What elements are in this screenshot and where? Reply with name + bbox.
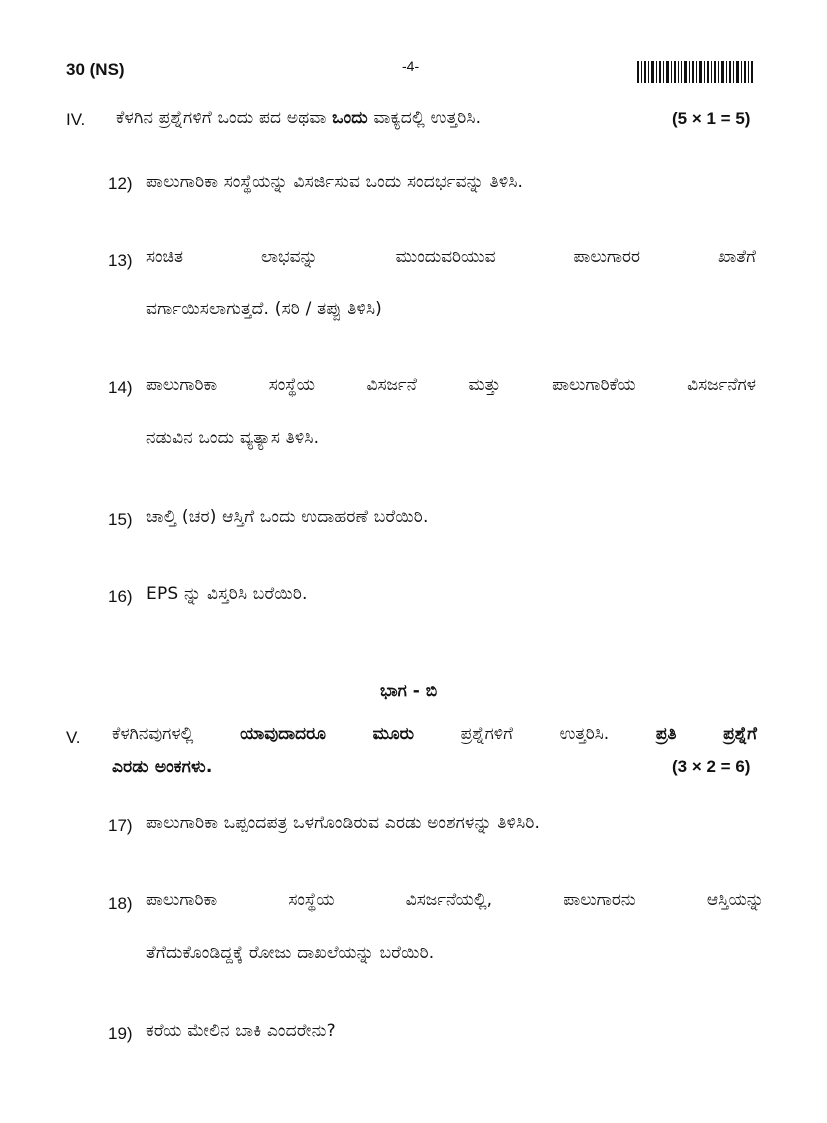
question-18-line1 xyxy=(146,890,764,910)
question-17-text: ಪಾಲುಗಾರಿಕಾ ಒಪ್ಪಂದಪತ್ರ ಒಳಗೊಂಡಿರುವ ಎರಡು ಅಂಶಗಳನ್ನು ತಿಳಿಸಿರಿ. xyxy=(146,813,541,833)
word: ವಿಸರ್ಜನೆಯಲ್ಲಿ, xyxy=(405,890,493,910)
word: ಪಾಲುಗಾರನು xyxy=(563,890,636,910)
word: ಸಂಚಿತ xyxy=(146,247,183,267)
word: ಮುಂದುವರಿಯುವ xyxy=(395,247,496,267)
instruction-bold: ಒಂದು xyxy=(332,108,368,128)
instruction-text: ಕೆಳಗಿನ ಪ್ರಶ್ನೆಗಳಿಗೆ ಒಂದು ಪದ ಅಥವಾ xyxy=(116,108,333,128)
question-14-line1 xyxy=(146,375,756,395)
word: ಆಸ್ತಿಯನ್ನು xyxy=(706,890,764,910)
question-13-number: 13) xyxy=(108,251,133,270)
word: ವಿಸರ್ಜನೆಗಳ xyxy=(687,375,756,395)
word: ಸಂಸ್ಥೆಯ xyxy=(268,375,315,395)
section-v-instruction-line1 xyxy=(112,724,757,744)
word: ಪಾಲುಗಾರರ xyxy=(573,247,641,267)
question-17-number: 17) xyxy=(108,816,133,835)
word-bold: ಪ್ರಶ್ನೆಗೆ xyxy=(723,724,757,744)
section-v-number: V. xyxy=(66,728,81,747)
section-iv-marks: (5 × 1 = 5) xyxy=(672,109,751,128)
barcode xyxy=(637,61,753,83)
section-v-marks: (3 × 2 = 6) xyxy=(672,757,751,776)
word: ಮತ್ತು xyxy=(468,375,501,395)
question-16-number: 16) xyxy=(108,587,133,606)
question-14-number: 14) xyxy=(108,378,133,397)
word: ಲಾಭವನ್ನು xyxy=(260,247,318,267)
word-bold: ಮೂರು xyxy=(372,724,415,744)
question-13-line1 xyxy=(146,247,756,267)
part-b-heading: ಭಾಗ - ಬಿ xyxy=(380,681,438,701)
question-19-text: ಕರೆಯ ಮೇಲಿನ ಬಾಕಿ ಎಂದರೇನು? xyxy=(146,1021,336,1041)
word: ಖಾತೆಗೆ xyxy=(718,247,756,267)
question-15-number: 15) xyxy=(108,510,133,529)
word: ಪ್ರಶ್ನೆಗಳಿಗೆ xyxy=(460,724,513,744)
section-iv-number: IV. xyxy=(66,110,86,129)
question-18-line2: ತೆಗೆದುಕೊಂಡಿದ್ದಕ್ಕೆ ರೋಜು ದಾಖಲೆಯನ್ನು ಬರೆಯಿರಿ. xyxy=(146,943,435,963)
question-12-number: 12) xyxy=(108,174,133,193)
question-18-number: 18) xyxy=(108,894,133,913)
word: ವಿಸರ್ಜನೆ xyxy=(366,375,417,395)
question-19-number: 19) xyxy=(108,1024,133,1043)
section-iv-instruction xyxy=(116,108,481,128)
word: ಪಾಲುಗಾರಿಕೆಯ xyxy=(552,375,636,395)
paper-code: 30 (NS) xyxy=(66,60,125,79)
question-15-text: ಚಾಲ್ತಿ (ಚರ) ಆಸ್ತಿಗೆ ಒಂದು ಉದಾಹರಣೆ ಬರೆಯಿರಿ. xyxy=(146,507,429,527)
question-14-line2: ನಡುವಿನ ಒಂದು ವ್ಯತ್ಯಾಸ ತಿಳಿಸಿ. xyxy=(146,428,320,448)
section-v-instruction-line2: ಎರಡು ಅಂಕಗಳು. xyxy=(112,757,213,777)
instruction-end: ವಾಕ್ಯದಲ್ಲಿ ಉತ್ತರಿಸಿ. xyxy=(367,108,482,128)
word: ಕೆಳಗಿನವುಗಳಲ್ಲಿ xyxy=(112,724,194,744)
question-13-line2: ವರ್ಗಾಯಿಸಲಾಗುತ್ತದೆ. (ಸರಿ / ತಪ್ಪು ತಿಳಿಸಿ) xyxy=(146,299,383,319)
word: ಉತ್ತರಿಸಿ. xyxy=(559,724,610,744)
question-12-text: ಪಾಲುಗಾರಿಕಾ ಸಂಸ್ಥೆಯನ್ನು ವಿಸರ್ಜಿಸುವ ಒಂದು ಸಂದರ್ಭವನ್ನು ತಿಳಿಸಿ. xyxy=(146,172,524,192)
word-bold: ಪ್ರತಿ xyxy=(655,724,677,744)
word: ಪಾಲುಗಾರಿಕಾ xyxy=(146,890,218,910)
word-bold: ಯಾವುದಾದರೂ xyxy=(240,724,326,744)
page-number: -4- xyxy=(402,58,420,74)
word: ಪಾಲುಗಾರಿಕಾ xyxy=(146,375,218,395)
question-16-text: EPS ನ್ನು ವಿಸ್ತರಿಸಿ ಬರೆಯಿರಿ. xyxy=(146,584,308,604)
word: ಸಂಸ್ಥೆಯ xyxy=(288,890,335,910)
